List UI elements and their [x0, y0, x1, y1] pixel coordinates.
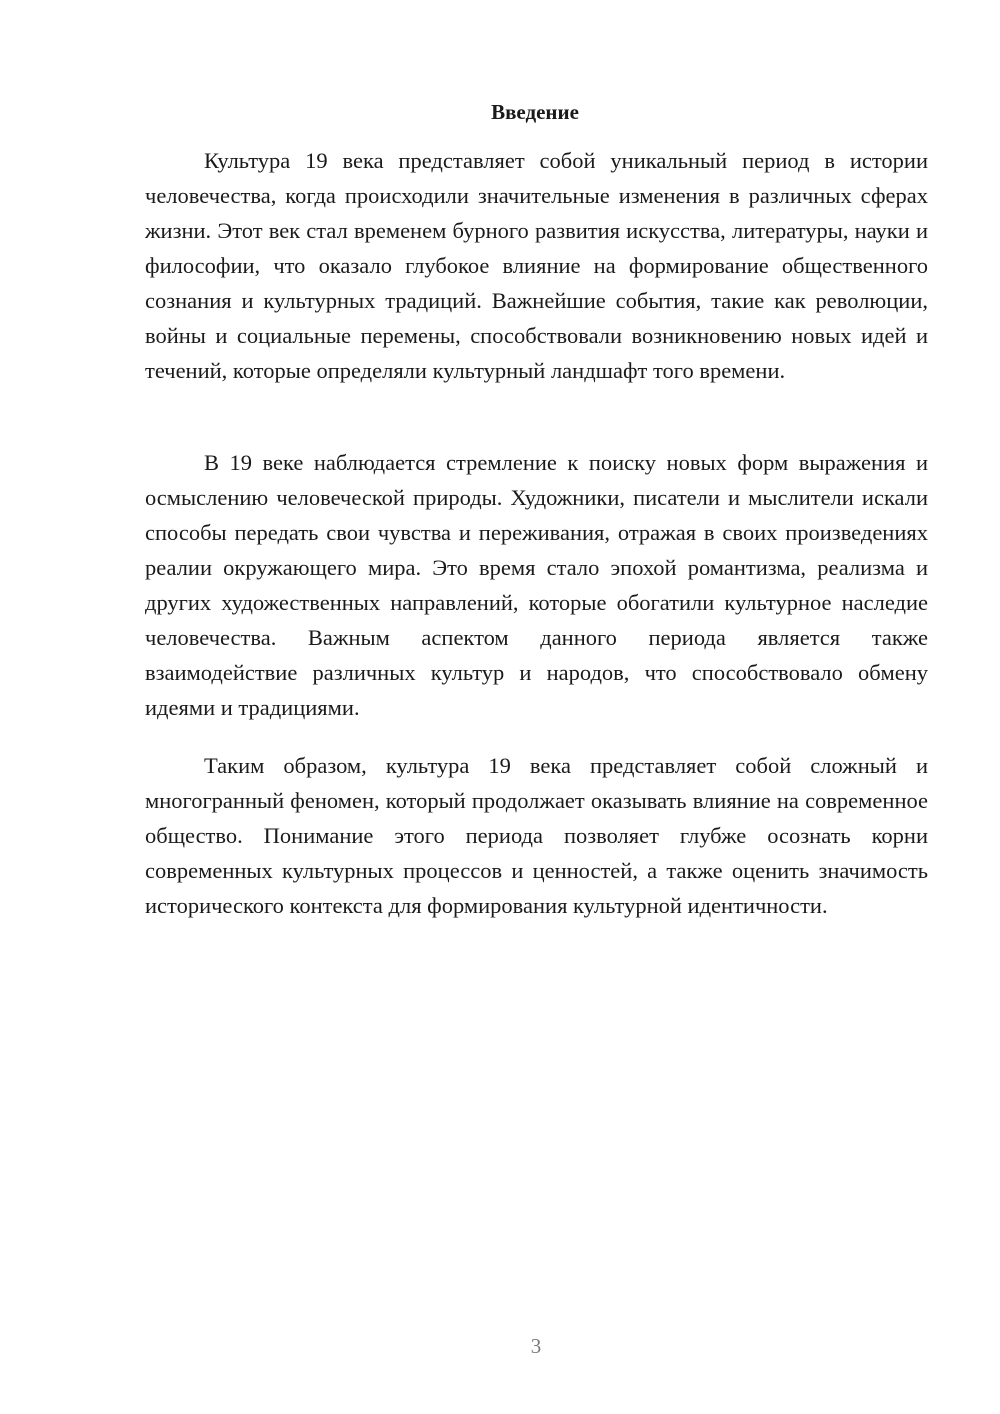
section-heading: Введение — [491, 100, 579, 124]
paragraph-3: Таким образом, культура 19 века представляет собой сложный и многогранный феномен, который продолжает оказывать влияние на современное общество. Понимание этого периода позволяет глубже осознать корни современных культурных процессов и ценностей, а также оценить значимость исторического контекста для формирования культурной идентичности. — [145, 753, 928, 918]
paragraph-1: Культура 19 века представляет собой уникальный период в истории человечества, когда происходили значительные изменения в различных сферах жизни. Этот век стал временем бурного развития искусства, литературы, науки и философии, что оказало глубокое влияние на формирование общественного сознания и культурных традиций. Важнейшие события, такие как революции, войны и социальные перемены, способствовали возникновению новых идей и течений, которые определяли культурный ландшафт того времени. — [145, 148, 928, 383]
page-number: 3 — [530, 1334, 542, 1358]
paragraph-2: В 19 веке наблюдается стремление к поиску новых форм выражения и осмыслению человеческой природы. Художники, писатели и мыслители искали способы передать свои чувства и переживания, отражая в своих произведениях реалии окружающего мира. Это время стало эпохой романтизма, реализма и других художественных направлений, которые обогатили культурное наследие человечества. Важным аспектом данного периода является также взаимодействие различных культур и народов, что способствовало обмену идеями и традициями. — [145, 450, 928, 720]
